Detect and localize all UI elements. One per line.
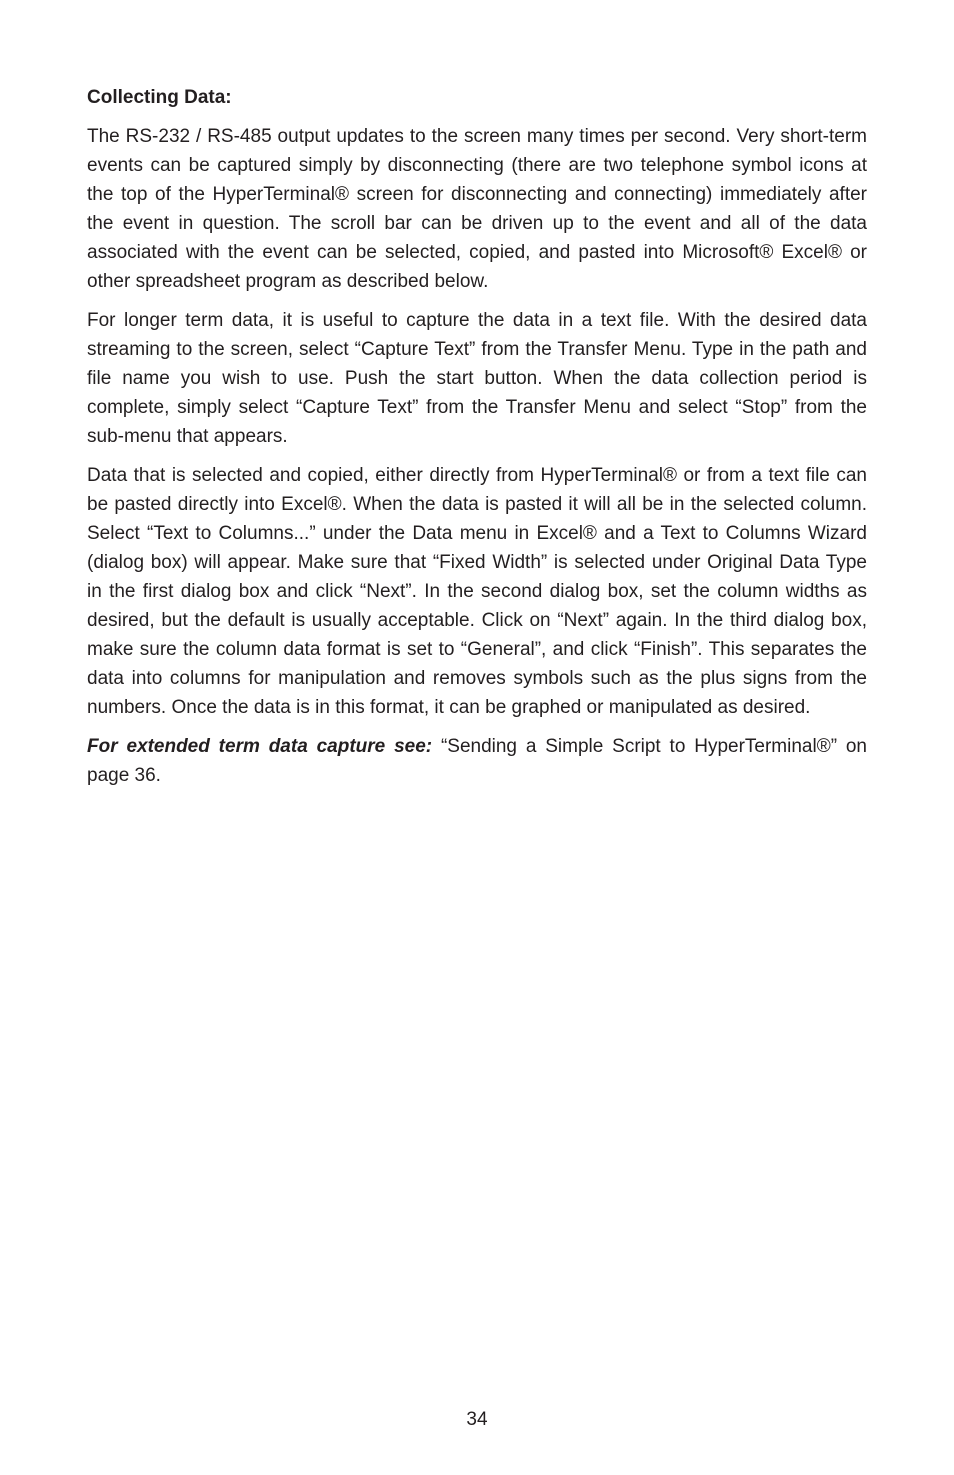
page-number: 34 [466,1409,488,1430]
note-lead: For extended term data capture see: [87,736,433,757]
section-heading: Collecting Data: [87,87,232,108]
note-text: “Sending a Simple Script to HyperTerminal®” on page 36. [87,736,867,786]
paragraph-excel-import: Data that is selected and copied, either directly from HyperTerminal® or from a text file can be pasted directly into Excel®. When the data is pasted it will all be in the selected column. Select “Text to Columns...” under the Data menu in Excel® and a Text to Columns Wizard (dialog box) will appear. Make sure that “Fixed Width” is selected under Original Data Type in the first dialog box and click “Next”. In the second dialog box, set the column widths as desired, but the default is usually acceptable. Click on “Next” again. In the third dialog box, make sure the column data format is set to “General”, and click “Finish”. This separates the data into columns for manipulation and removes symbols such as the plus signs from the numbers. Once the data is in this format, it can be graphed or manipulated as desired. [87,465,867,718]
paragraph-capture-text: For longer term data, it is useful to capture the data in a text file. With the desired data streaming to the screen, select “Capture Text” from the Transfer Menu. Type in the path and file name you wish to use. Push the start button. When the data collection period is complete, simply select “Capture Text” from the Transfer Menu and select “Stop” from the sub-menu that appears. [87,310,867,447]
paragraph-output-updates: The RS-232 / RS-485 output updates to the screen many times per second. Very short-term events can be captured simply by disconnecting (there are two telephone symbol icons at the top of the HyperTerminal® screen for disconnecting and connecting) immediately after the event in question. The scroll bar can be driven up to the event and all of the data associated with the event can be selected, copied, and pasted into Microsoft® Excel® or other spreadsheet program as described below. [87,126,867,292]
page-content [87,83,867,800]
extended-capture-note [87,732,867,790]
